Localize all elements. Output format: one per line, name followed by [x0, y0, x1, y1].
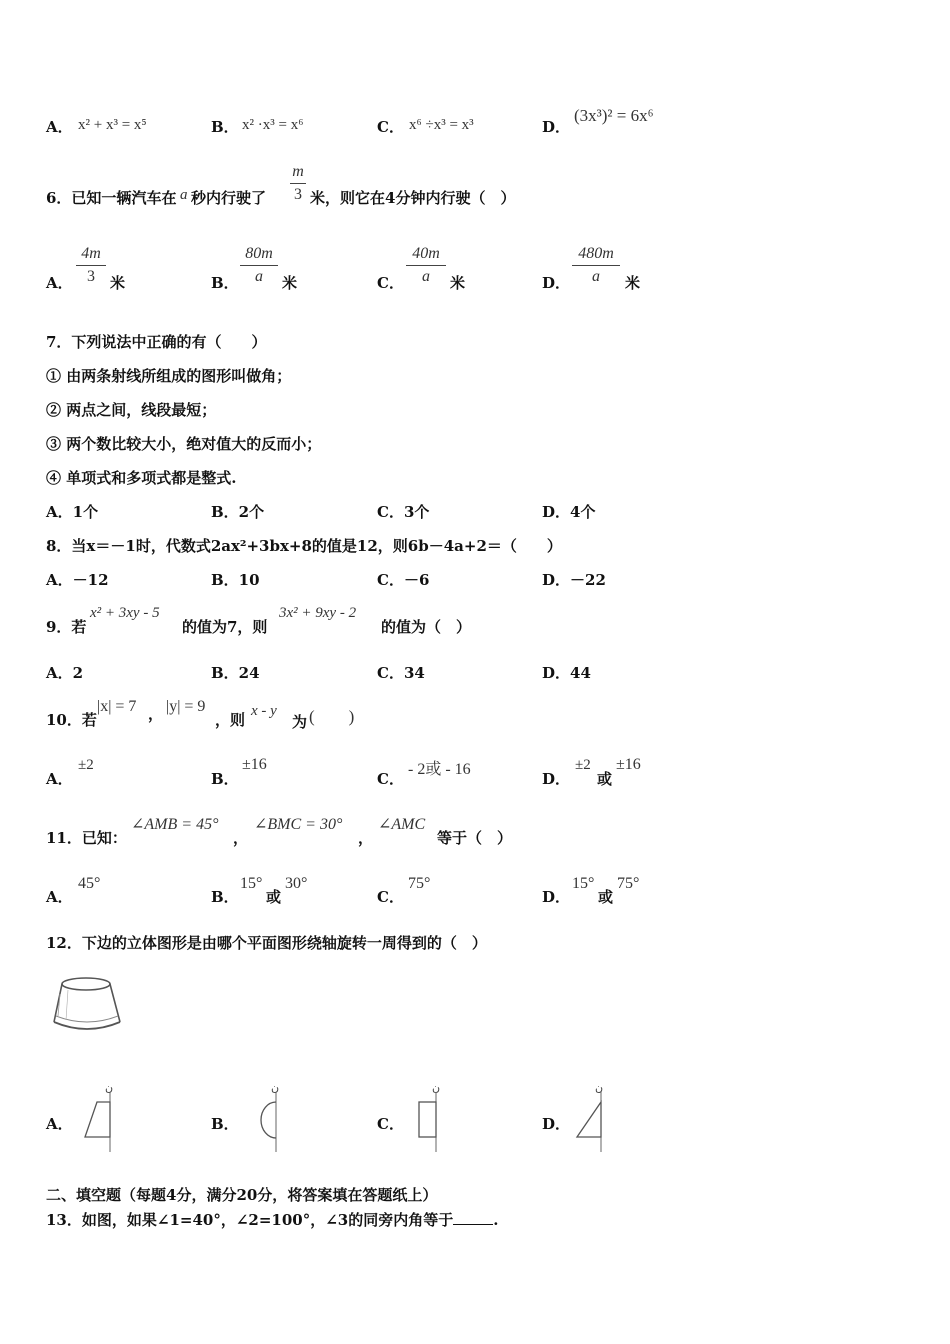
q6-option-a-den: 3 — [87, 268, 95, 285]
q10-expr3: x - y — [251, 703, 277, 719]
q5-option-c-expr: x⁶ ÷x³ = x³ — [409, 117, 474, 133]
svg-text:ن: ن — [271, 1081, 280, 1094]
q10-option-d-value1: ±2 — [575, 757, 591, 773]
q8-stem: 8．当x＝－1时，代数式2ax²+3bx+8的值是12，则6b－4a+2＝（ ） — [46, 537, 562, 555]
q11-option-b-value1: 15° — [240, 875, 263, 892]
q5-option-d-label: D． — [542, 118, 571, 136]
q12-option-c-rectangle — [412, 1080, 452, 1154]
q6-stem-end — [0, 184, 950, 214]
q11-option-c-value: 75° — [408, 875, 431, 892]
q5-options — [0, 106, 950, 142]
q6-option-d-label: D． — [542, 274, 571, 292]
q12-option-b-label: B． — [211, 1115, 239, 1133]
q11-expr2: ∠BMC = 30° — [254, 816, 343, 833]
q11-option-d-label: D． — [542, 888, 571, 906]
q10-prefix: 10．若 — [46, 711, 97, 729]
q7-statement-3: ③ 两个数比较大小，绝对值大的反而小； — [46, 435, 322, 453]
q6-option-b-fraction — [240, 245, 278, 286]
q13-answer-blank — [453, 1224, 493, 1225]
q10-paren: ( ) — [309, 707, 355, 726]
q7-option-d: D．4个 — [542, 503, 596, 521]
q7-option-b: B．2个 — [211, 503, 265, 521]
q8-option-c: C．－6 — [377, 571, 430, 589]
q6-option-a-fraction — [76, 245, 106, 286]
q6-option-b-bar — [240, 265, 278, 266]
q6-option-d-fraction — [572, 245, 620, 286]
q8-option-b: B．10 — [211, 571, 260, 589]
q13-period: . — [493, 1211, 499, 1229]
q9-expr1: x² + 3xy - 5 — [90, 605, 160, 621]
q7-statement-1: ① 由两条射线所组成的图形叫做角； — [46, 367, 292, 385]
q11-option-d-or: 或 — [598, 888, 614, 906]
q11-sep2: ， — [358, 829, 374, 847]
q11-option-d-value1: 15° — [572, 875, 595, 892]
q10-option-c-label: C． — [377, 770, 404, 788]
q6-option-d-den: a — [592, 268, 600, 285]
q12-option-d-triangle — [574, 1080, 614, 1154]
q10-option-d-label: D． — [542, 770, 571, 788]
q6-var-a: a — [180, 187, 188, 203]
q7-statement-4: ④ 单项式和多项式都是整式. — [46, 469, 237, 487]
q8-option-a: A．－12 — [46, 571, 109, 589]
q6-option-a-label: A． — [46, 274, 73, 292]
q9-option-b: B．24 — [211, 664, 260, 682]
q6-option-d-bar — [572, 265, 620, 266]
q13 — [46, 1209, 498, 1230]
q12-stem: 12．下边的立体图形是由哪个平面图形绕轴旋转一周得到的（ ） — [46, 934, 487, 952]
q12-option-a-label: A． — [46, 1115, 73, 1133]
q6-option-c-unit: 米 — [450, 274, 466, 292]
q6-option-c-fraction — [406, 245, 446, 286]
q11-prefix: 11．已知： — [46, 829, 127, 847]
q9-option-c: C．34 — [377, 664, 425, 682]
frustum-figure — [50, 972, 126, 1036]
q7-stem: 7．下列说法中正确的有（ ） — [46, 333, 267, 351]
q10-option-a-value: ±2 — [78, 757, 94, 773]
q9-prefix: 9．若 — [46, 618, 87, 636]
section2-title: 二、填空题（每题4分，满分20分，将答案填在答题纸上） — [46, 1186, 438, 1204]
q11-option-b-value2: 30° — [285, 875, 308, 892]
q6-option-c-bar — [406, 265, 446, 266]
q5-option-a-expr: x² + x³ = x⁵ — [78, 117, 147, 133]
q8-option-d: D．－22 — [542, 571, 606, 589]
q10-option-a-label: A． — [46, 770, 73, 788]
q6-option-b-unit: 米 — [282, 274, 298, 292]
q6-text-before: 6．已知一辆汽车在 — [46, 189, 177, 207]
q9-option-a: A．2 — [46, 664, 84, 682]
q6-text-mid: 秒内行驶了 — [191, 189, 267, 207]
q9-mid: 的值为7，则 — [182, 618, 268, 636]
q11-option-b-label: B． — [211, 888, 239, 906]
q11-expr3: ∠AMC — [378, 816, 426, 833]
q10-option-c-value: - 2或 - 16 — [408, 761, 471, 778]
q10-option-d-or: 或 — [597, 770, 613, 788]
q11-option-b-or: 或 — [266, 888, 282, 906]
q5-option-d-expr: (3x³)² = 6x⁶ — [574, 106, 654, 125]
q11-suffix: 等于（ ） — [437, 829, 513, 847]
q13-text: 13．如图，如果∠1=40°，∠2=100°，∠3的同旁内角等于 — [46, 1211, 454, 1229]
q10-sep: ， — [148, 705, 164, 723]
q10-expr1: |x| = 7 — [97, 698, 137, 715]
q6-option-c-num: 40m — [412, 245, 440, 262]
q9-option-d: D．44 — [542, 664, 591, 682]
svg-text:ن: ن — [595, 1081, 604, 1094]
q10-mid: ，则 — [215, 711, 246, 729]
q6-option-b-num: 80m — [245, 245, 273, 262]
q6-option-c-den: a — [422, 268, 430, 285]
q6-text-after: 米，则它在4分钟内行驶（ ） — [310, 189, 516, 207]
q5-option-b-label: B． — [211, 118, 239, 136]
q10-expr2: |y| = 9 — [166, 698, 206, 715]
q6-option-a-unit: 米 — [110, 274, 126, 292]
q10-option-b-label: B． — [211, 770, 239, 788]
q6-option-b-label: B． — [211, 274, 239, 292]
q7-statement-2: ② 两点之间，线段最短； — [46, 401, 217, 419]
q12-option-c-label: C． — [377, 1115, 404, 1133]
q6-option-b-den: a — [255, 268, 263, 285]
q6-option-a-num: 4m — [81, 245, 101, 262]
q11-option-c-label: C． — [377, 888, 404, 906]
q6-frac-den: 3 — [294, 186, 302, 203]
svg-text:ن: ن — [105, 1081, 114, 1094]
q7-option-a: A．1个 — [46, 503, 99, 521]
q10-option-b-value: ±16 — [242, 756, 267, 773]
q5-option-c-label: C． — [377, 118, 404, 136]
q12-option-d-label: D． — [542, 1115, 571, 1133]
q7-option-c: C．3个 — [377, 503, 430, 521]
q6-option-d-num: 480m — [578, 245, 614, 262]
q12-option-a-trapezoid — [82, 1080, 122, 1154]
q12-option-b-semicircle — [250, 1080, 290, 1154]
q11-option-d-value2: 75° — [617, 875, 640, 892]
q10-suffix-wei: 为 — [292, 713, 308, 731]
q9-suffix: 的值为（ ） — [381, 618, 472, 636]
q11-option-a-value: 45° — [78, 875, 101, 892]
q6-option-c-label: C． — [377, 274, 404, 292]
q6-option-a-bar — [76, 265, 106, 266]
q5-option-a-label: A． — [46, 118, 73, 136]
q11-sep1: ， — [233, 829, 249, 847]
q6-option-d-unit: 米 — [625, 274, 641, 292]
q5-option-b-expr: x² ·x³ = x⁶ — [242, 117, 304, 133]
q9-expr2: 3x² + 9xy - 2 — [279, 605, 357, 621]
q11-option-a-label: A． — [46, 888, 73, 906]
q11-expr1: ∠AMB = 45° — [131, 816, 219, 833]
q6-frac-num: m — [292, 163, 304, 180]
q10-option-d-value2: ±16 — [616, 756, 641, 773]
svg-text:ن: ن — [432, 1081, 441, 1094]
